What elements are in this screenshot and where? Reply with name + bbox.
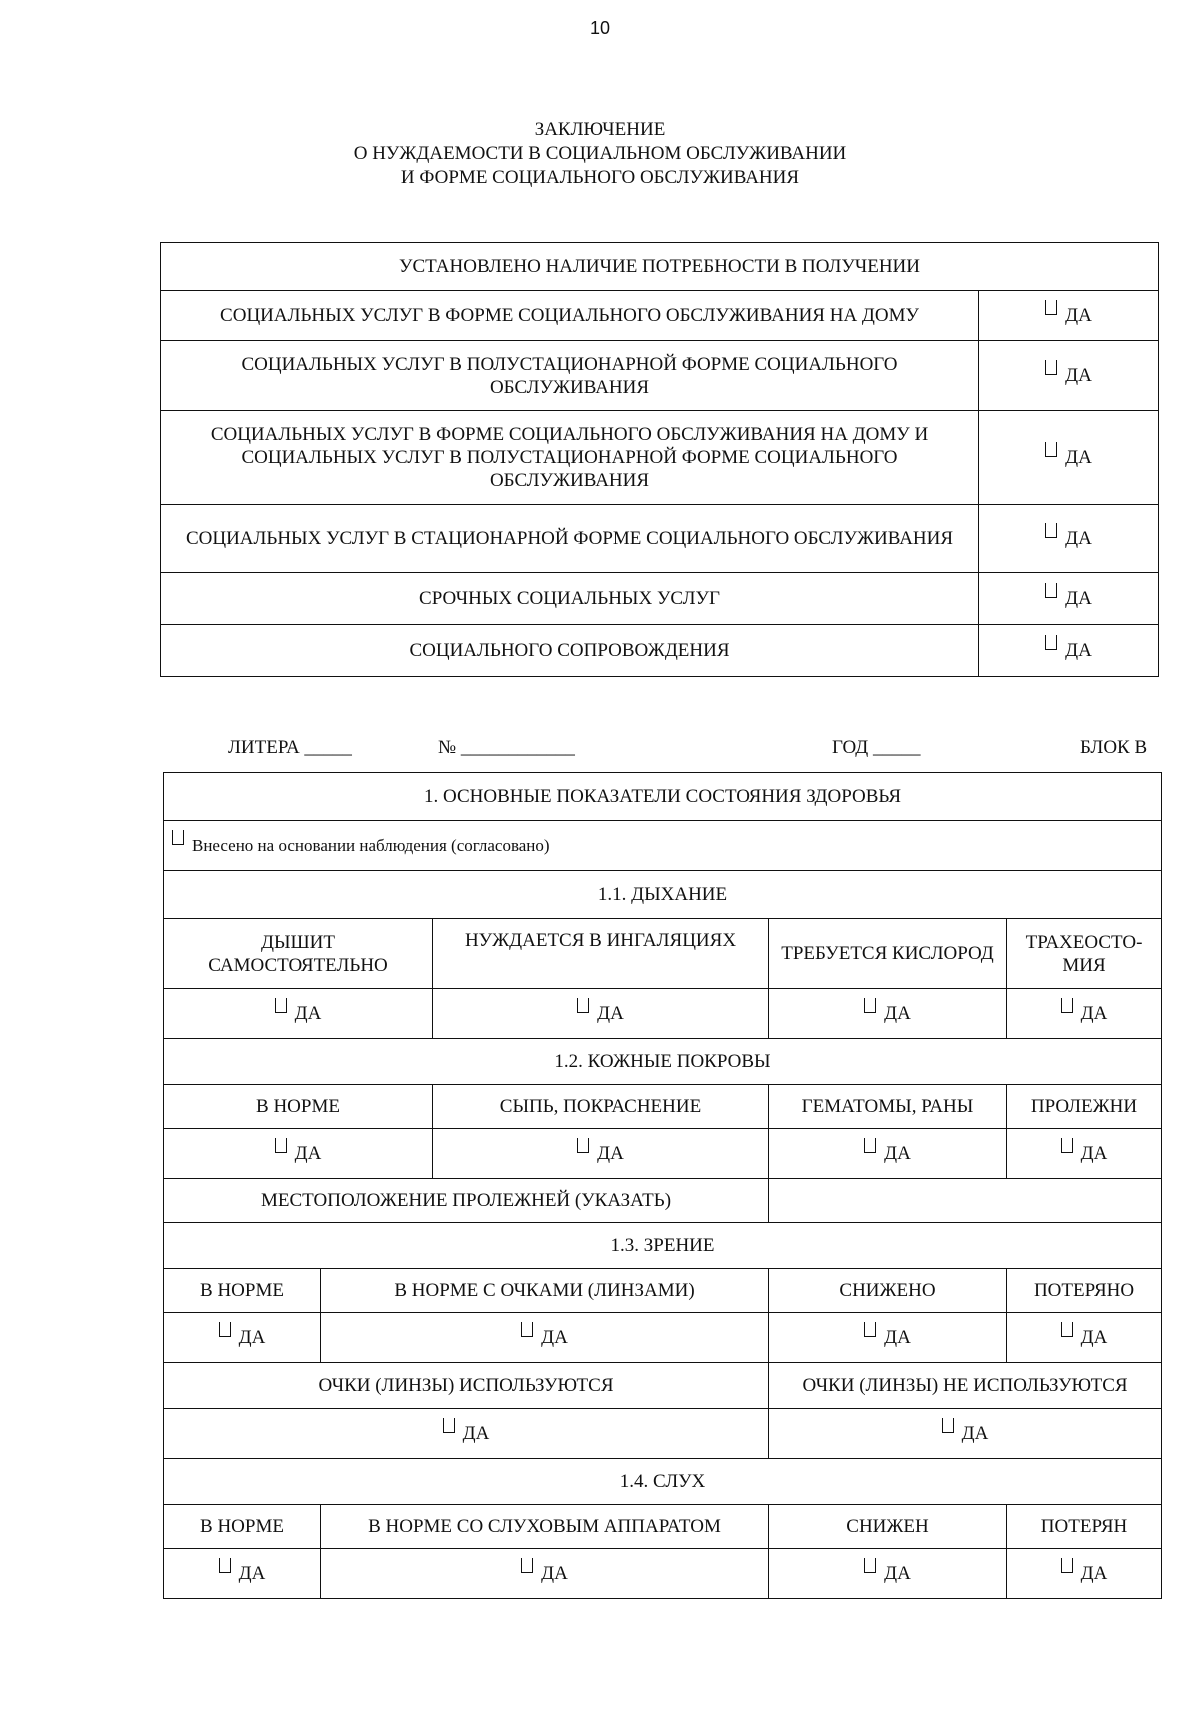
yes-label: ДА xyxy=(1065,640,1092,661)
number-field[interactable]: № ____________ xyxy=(438,737,575,758)
breathing-col-tracheostomy: ТРАХЕОСТО-МИЯ xyxy=(1007,919,1162,989)
hearing-col-reduced: СНИЖЕН xyxy=(769,1505,1007,1549)
glasses-not-used-checkbox[interactable] xyxy=(769,1409,1162,1459)
litera-field[interactable]: ЛИТЕРА _____ xyxy=(228,737,352,758)
need-home-service-checkbox[interactable] xyxy=(979,291,1159,341)
heading-line-3: И ФОРМЕ СОЦИАЛЬНОГО ОБСЛУЖИВАНИЯ xyxy=(400,167,800,188)
checkbox-icon[interactable] xyxy=(864,1558,876,1573)
heading-line-2: О НУЖДАЕМОСТИ В СОЦИАЛЬНОМ ОБСЛУЖИВАНИИ xyxy=(353,143,847,164)
breathing-tracheostomy-checkbox[interactable] xyxy=(1007,989,1162,1039)
hearing-aid-checkbox[interactable] xyxy=(321,1549,769,1599)
checkbox-icon[interactable] xyxy=(1061,1322,1073,1337)
hearing-col-normal: В НОРМЕ xyxy=(164,1505,321,1549)
yes-label: ДА xyxy=(1080,1003,1108,1024)
need-social-support-checkbox[interactable] xyxy=(979,625,1159,677)
checkbox-icon[interactable] xyxy=(1045,523,1057,538)
yes-label: ДА xyxy=(1080,1143,1108,1164)
glasses-used-checkbox[interactable] xyxy=(164,1409,769,1459)
checkbox-icon[interactable] xyxy=(864,1322,876,1337)
yes-label: ДА xyxy=(1065,528,1092,549)
glasses-not-used-label: ОЧКИ (ЛИНЗЫ) НЕ ИСПОЛЬЗУЮТСЯ xyxy=(769,1363,1162,1409)
skin-col-bedsores: ПРОЛЕЖНИ xyxy=(1007,1085,1162,1129)
vision-col-normal: В НОРМЕ xyxy=(164,1269,321,1313)
checkbox-icon[interactable] xyxy=(172,830,184,845)
yes-label: ДА xyxy=(1080,1327,1108,1348)
skin-bedsores-checkbox[interactable] xyxy=(1007,1129,1162,1179)
hearing-lost-checkbox[interactable] xyxy=(1007,1549,1162,1599)
vision-title: 1.3. ЗРЕНИЕ xyxy=(164,1223,1162,1269)
checkbox-icon[interactable] xyxy=(275,998,287,1013)
checkbox-icon[interactable] xyxy=(1061,1138,1073,1153)
breathing-inhalation-checkbox[interactable] xyxy=(433,989,769,1039)
need-stationary-checkbox[interactable] xyxy=(979,505,1159,573)
skin-col-hematoma: ГЕМАТОМЫ, РАНЫ xyxy=(769,1085,1007,1129)
checkbox-icon[interactable] xyxy=(1061,998,1073,1013)
skin-col-rash: СЫПЬ, ПОКРАСНЕНИЕ xyxy=(433,1085,769,1129)
observation-note[interactable] xyxy=(164,821,1162,871)
needs-table xyxy=(160,242,1159,677)
yes-label: ДА xyxy=(1065,365,1092,386)
yes-label: ДА xyxy=(884,1563,911,1584)
breathing-independent-checkbox[interactable] xyxy=(164,989,433,1039)
breathing-col-independent: ДЫШИТ САМОСТОЯТЕЛЬНО xyxy=(164,919,433,989)
checkbox-icon[interactable] xyxy=(1045,300,1057,315)
hearing-col-lost: ПОТЕРЯН xyxy=(1007,1505,1162,1549)
checkbox-icon[interactable] xyxy=(864,1138,876,1153)
need-urgent-services: СРОЧНЫХ СОЦИАЛЬНЫХ УСЛУГ xyxy=(161,573,979,625)
vision-normal-checkbox[interactable] xyxy=(164,1313,321,1363)
skin-hematoma-checkbox[interactable] xyxy=(769,1129,1007,1179)
hearing-title: 1.4. СЛУХ xyxy=(164,1459,1162,1505)
yes-label: ДА xyxy=(597,1143,624,1164)
checkbox-icon[interactable] xyxy=(219,1558,231,1573)
yes-label: ДА xyxy=(884,1327,911,1348)
vision-reduced-checkbox[interactable] xyxy=(769,1313,1007,1363)
checkbox-icon[interactable] xyxy=(1061,1558,1073,1573)
skin-title: 1.2. КОЖНЫЕ ПОКРОВЫ xyxy=(164,1039,1162,1085)
health-table xyxy=(163,772,1162,1599)
yes-label: ДА xyxy=(541,1327,568,1348)
checkbox-icon[interactable] xyxy=(864,998,876,1013)
glasses-used-label: ОЧКИ (ЛИНЗЫ) ИСПОЛЬЗУЮТСЯ xyxy=(164,1363,769,1409)
hearing-col-hearing-aid: В НОРМЕ СО СЛУХОВЫМ АППАРАТОМ xyxy=(321,1505,769,1549)
yes-label: ДА xyxy=(238,1327,266,1348)
hearing-normal-checkbox[interactable] xyxy=(164,1549,321,1599)
vision-col-reduced: СНИЖЕНО xyxy=(769,1269,1007,1313)
yes-label: ДА xyxy=(597,1003,624,1024)
checkbox-icon[interactable] xyxy=(1045,583,1057,598)
health-title: 1. ОСНОВНЫЕ ПОКАЗАТЕЛИ СОСТОЯНИЯ ЗДОРОВЬЯ xyxy=(164,773,1162,821)
breathing-col-inhalation: НУЖДАЕТСЯ В ИНГАЛЯЦИЯХ xyxy=(433,919,769,989)
need-urgent-services-checkbox[interactable] xyxy=(979,573,1159,625)
breathing-oxygen-checkbox[interactable] xyxy=(769,989,1007,1039)
need-stationary: СОЦИАЛЬНЫХ УСЛУГ В СТАЦИОНАРНОЙ ФОРМЕ СОЦИАЛЬНОГО ОБСЛУЖИВАНИЯ xyxy=(161,505,979,573)
checkbox-icon[interactable] xyxy=(521,1322,533,1337)
document-heading xyxy=(0,118,1200,190)
yes-label: ДА xyxy=(884,1143,911,1164)
checkbox-icon[interactable] xyxy=(1045,442,1057,457)
yes-label: ДА xyxy=(884,1003,911,1024)
checkbox-icon[interactable] xyxy=(1045,360,1057,375)
vision-col-lost: ПОТЕРЯНО xyxy=(1007,1269,1162,1313)
checkbox-icon[interactable] xyxy=(577,1138,589,1153)
need-home-and-semi-stationary-checkbox[interactable] xyxy=(979,411,1159,505)
vision-normal-glasses-checkbox[interactable] xyxy=(321,1313,769,1363)
yes-label: ДА xyxy=(1065,447,1092,468)
page-number: 10 xyxy=(589,18,611,38)
yes-label: ДА xyxy=(1065,305,1092,326)
vision-col-normal-glasses: В НОРМЕ С ОЧКАМИ (ЛИНЗАМИ) xyxy=(321,1269,769,1313)
checkbox-icon[interactable] xyxy=(275,1138,287,1153)
need-home-and-semi-stationary: СОЦИАЛЬНЫХ УСЛУГ В ФОРМЕ СОЦИАЛЬНОГО ОБСЛУЖИВАНИЯ НА ДОМУ И СОЦИАЛЬНЫХ УСЛУГ В ПОЛУСТАЦИОНАРНОЙ ФОРМЕ СОЦИАЛЬНОГО ОБСЛУЖИВАНИЯ xyxy=(161,411,979,505)
hearing-reduced-checkbox[interactable] xyxy=(769,1549,1007,1599)
yes-label: ДА xyxy=(1080,1563,1108,1584)
yes-label: ДА xyxy=(1065,588,1092,609)
vision-lost-checkbox[interactable] xyxy=(1007,1313,1162,1363)
checkbox-icon[interactable] xyxy=(1045,635,1057,650)
breathing-title: 1.1. ДЫХАНИЕ xyxy=(164,871,1162,919)
bedsore-location-field[interactable] xyxy=(769,1179,1162,1223)
bedsore-location-label: МЕСТОПОЛОЖЕНИЕ ПРОЛЕЖНЕЙ (УКАЗАТЬ) xyxy=(164,1179,769,1223)
yes-label: ДА xyxy=(541,1563,568,1584)
checkbox-icon[interactable] xyxy=(942,1418,954,1433)
breathing-col-oxygen: ТРЕБУЕТСЯ КИСЛОРОД xyxy=(769,919,1007,989)
year-field[interactable]: ГОД _____ xyxy=(832,737,921,758)
skin-rash-checkbox[interactable] xyxy=(433,1129,769,1179)
yes-label: ДА xyxy=(961,1423,989,1444)
checkbox-icon[interactable] xyxy=(577,998,589,1013)
yes-label: ДА xyxy=(238,1563,266,1584)
yes-label: ДА xyxy=(462,1423,490,1444)
yes-label: ДА xyxy=(294,1143,322,1164)
need-home-service: СОЦИАЛЬНЫХ УСЛУГ В ФОРМЕ СОЦИАЛЬНОГО ОБСЛУЖИВАНИЯ НА ДОМУ xyxy=(161,291,979,341)
skin-normal-checkbox[interactable] xyxy=(164,1129,433,1179)
need-semi-stationary: СОЦИАЛЬНЫХ УСЛУГ В ПОЛУСТАЦИОНАРНОЙ ФОРМЕ СОЦИАЛЬНОГО ОБСЛУЖИВАНИЯ xyxy=(161,341,979,411)
heading-line-1: ЗАКЛЮЧЕНИЕ xyxy=(534,119,666,140)
checkbox-icon[interactable] xyxy=(219,1322,231,1337)
needs-header: УСТАНОВЛЕНО НАЛИЧИЕ ПОТРЕБНОСТИ В ПОЛУЧЕНИИ xyxy=(161,243,1159,291)
block-label: БЛОК В xyxy=(1080,737,1148,758)
checkbox-icon[interactable] xyxy=(443,1418,455,1433)
skin-col-normal: В НОРМЕ xyxy=(164,1085,433,1129)
observation-note-label: Внесено на основании наблюдения (согласовано) xyxy=(192,836,550,855)
need-semi-stationary-checkbox[interactable] xyxy=(979,341,1159,411)
need-social-support: СОЦИАЛЬНОГО СОПРОВОЖДЕНИЯ xyxy=(161,625,979,677)
yes-label: ДА xyxy=(294,1003,322,1024)
checkbox-icon[interactable] xyxy=(521,1558,533,1573)
